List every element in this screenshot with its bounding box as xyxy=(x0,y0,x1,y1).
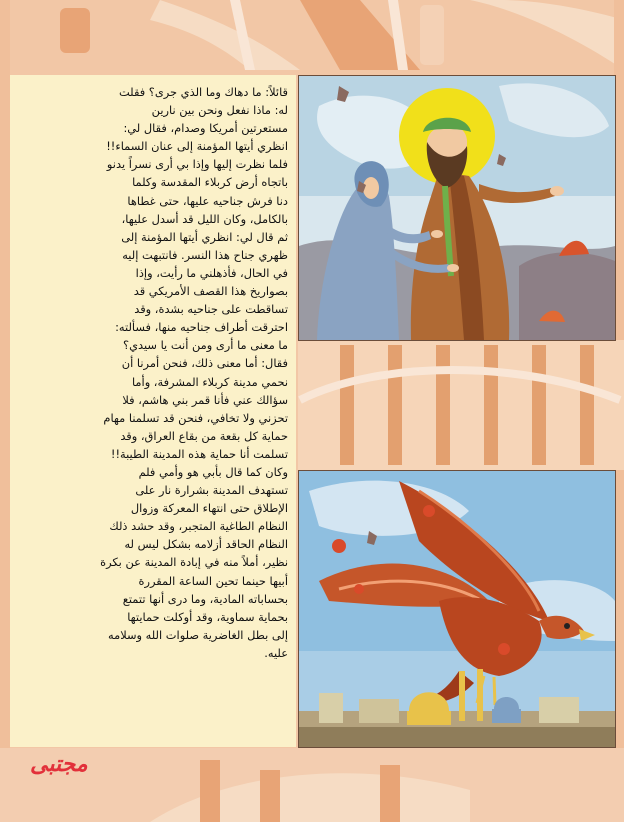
story-line: حماية كل بقعة من بقاع العراق، وقد xyxy=(120,428,288,443)
story-line: ظهري جناح هذا النسر. فانتبهت إليه xyxy=(122,247,288,262)
story-line: عليه. xyxy=(264,645,288,660)
story-line: تحزني ولا تخافي، فنحن قد تسلمنا مهام xyxy=(103,410,288,425)
magazine-logo xyxy=(30,752,150,786)
story-line: انظري أيتها المؤمنة إلى عنان السماء!! xyxy=(106,139,288,154)
story-line: قائلاً: ما دهاك وما الذي جرى؟ فقلت xyxy=(118,85,288,99)
story-line: ثم قال لي: انظري أيتها المؤمنة إلى xyxy=(121,229,288,244)
story-line: النظام الطاغية المتجبر، وقد حشد ذلك xyxy=(109,519,288,534)
story-line: أبيها حينما تحين الساعة المقررة xyxy=(138,573,288,588)
story-text-panel xyxy=(10,75,296,747)
story-line: بحماية سماوية، وقد أوكلت حمايتها xyxy=(127,609,288,624)
story-line: الإطلاق حتى انتهاء المعركة وزوال xyxy=(130,501,288,516)
story-line: مستعرتين أمريكا وصدام، فقال لي: xyxy=(123,121,288,136)
story-line: فلما نظرت إليها وإذا بي أرى نسراً يدنو xyxy=(106,157,288,172)
story-line: فقال: أما معنى ذلك، فنحن أمرنا أن xyxy=(121,356,288,371)
story-line: له: ماذا نفعل ونحن بين نارين xyxy=(151,103,288,118)
story-line: نحمي مدينة كربلاء المشرفة، وأما xyxy=(131,374,288,389)
story-line: تساقطت على جناحيه بشدة، وقد xyxy=(134,302,288,317)
story-line: باتجاه أرض كربلاء المقدسة وكلما xyxy=(132,175,288,190)
illustration-saint-and-woman xyxy=(298,75,616,341)
story-text xyxy=(16,83,288,662)
story-line: وكان كما قال بأبي هو وأمي فلم xyxy=(138,464,288,479)
story-line: بصواريخ هذا القصف الأمريكي قد xyxy=(133,284,288,299)
story-line: بالكامل، وكان الليل قد أسدل عليها، xyxy=(121,211,288,226)
story-line: في الحال، فأذهلني ما رأيت، وإذا xyxy=(135,265,288,280)
logo-text: مجتبى xyxy=(30,752,88,777)
illustration-eagle-over-city xyxy=(298,470,616,748)
story-line: دنا فرش جناحيه عليها، حتى غطاها xyxy=(127,193,288,208)
story-line: تستهدف المدينة بشرارة نار على xyxy=(135,483,288,498)
story-line: بحساباته المادية، وما درى أنها تتمتع xyxy=(122,591,288,606)
story-line: نظير، أملاً منه في إبادة المدينة عن بكرة xyxy=(100,555,288,570)
story-line: النظام الحاقد أزلامه بشكل ليس له xyxy=(124,537,288,552)
story-line: تسلمت أنا حماية هذه المدينة الطيبة!! xyxy=(110,446,288,461)
story-line: إلى بطل الغاضرية صلوات الله وسلامه xyxy=(108,627,288,642)
story-line: سؤالك عني فأنا قمر بني هاشم، فلا xyxy=(122,392,288,407)
story-line: ما معنى ما أرى ومن أنت يا سيدي؟ xyxy=(123,338,288,353)
story-line: احترقت أطراف جناحيه منها، فسألته: xyxy=(115,320,288,335)
